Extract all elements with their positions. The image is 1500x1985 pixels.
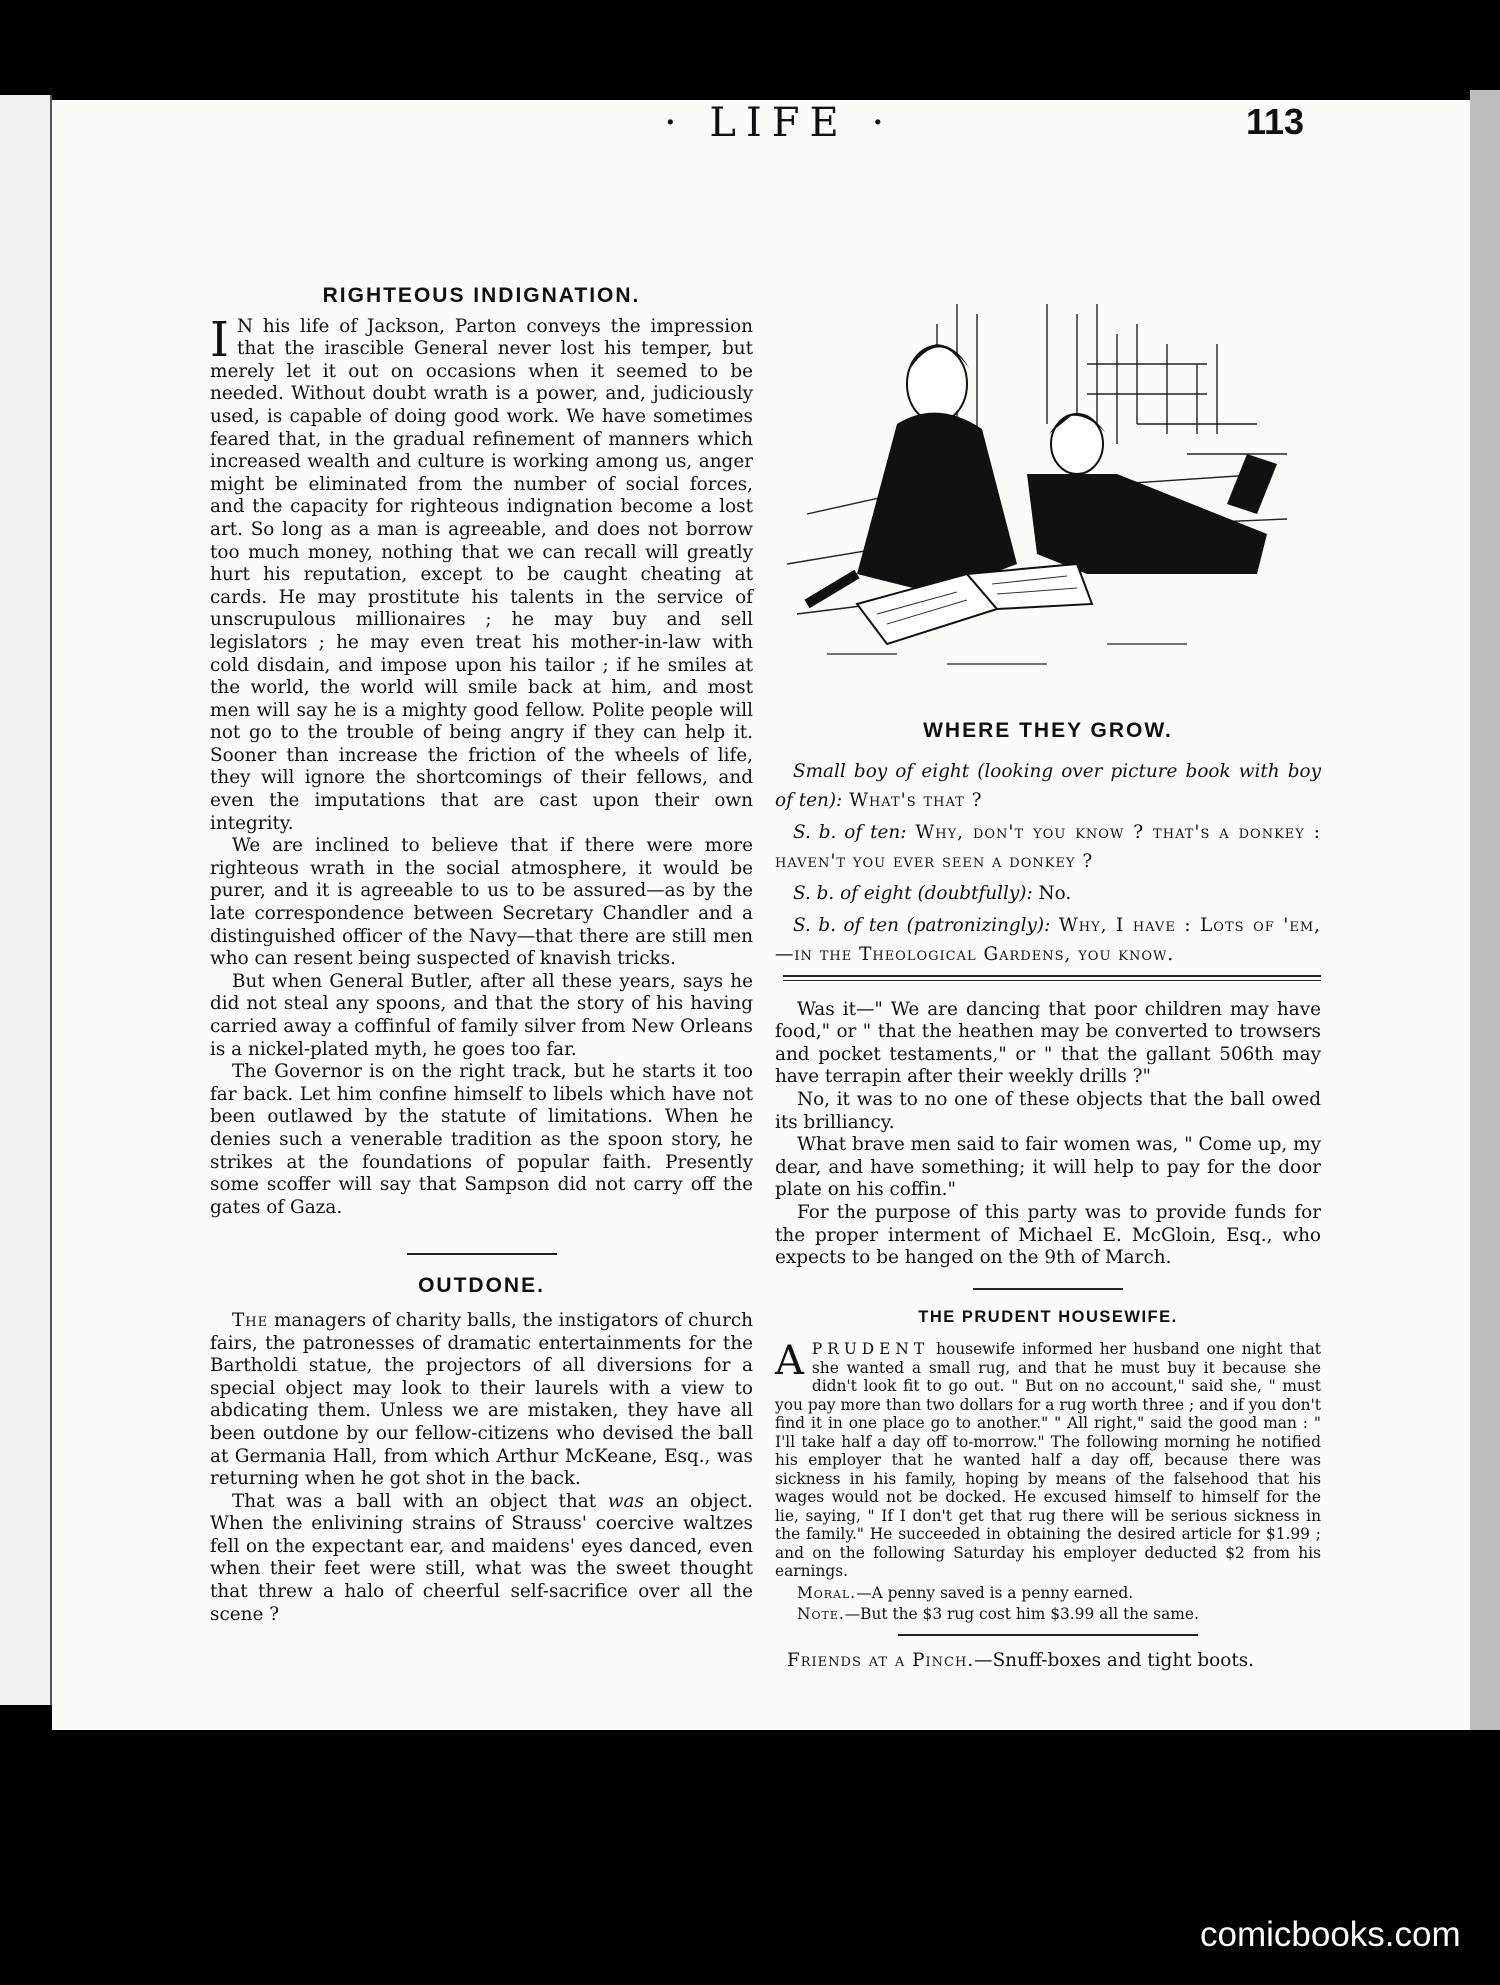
outdone-lead: The <box>232 1309 269 1331</box>
righteous-title: RIGHTEOUS INDIGNATION. <box>322 284 641 307</box>
outdone-p2b: an object. When the enlivining strains of Strauss' coercive waltzes fell on the expectant ear, and maidens' eyes danced, even when their feet were still, what was the sweet thought that threw a halo of cheerful self-sacrifice over all the scene ? <box>210 1490 754 1625</box>
left-column <box>210 285 753 1626</box>
dialog-block <box>775 757 1321 969</box>
drop-cap-a: A <box>775 1338 804 1385</box>
friends-line <box>775 1650 1321 1673</box>
prudent-p1-text: housewife informed her husband one night that she wanted a small rug, and that he must buy it because she didn't look fit to go out. " But on no account," said she, " must you pay more than two dollars for a rug worth three ; and if you don't find it in one place go to another." " All right," said the good man : " I'll take half a day off to-morrow." The following morning he notified his employer that he wanted half a day off, because there was sickness in his family, hoping by means of the falsehood that his wages would not be docked. He excused himself to himself for the lie, saying, " If I don't get that rug there will be serious sickness in the family." He succeeded in obtaining the desired article for $1.99 ; and on the following Saturday his employer deducted $2 from his earnings. <box>775 1340 1321 1581</box>
note-label: Note. <box>797 1605 845 1624</box>
girl-figure <box>807 344 1017 604</box>
dialog-l1-speaker: Small boy of eight (looking over picture book with boy of ten): <box>775 760 1321 811</box>
children-reading-illustration <box>787 304 1297 692</box>
boy-figure <box>1027 413 1277 574</box>
dialog-l2-text: Why, don't you know ? that's a donkey : haven't you ever seen a donkey ? <box>775 821 1322 872</box>
section-divider-3 <box>898 1634 1198 1636</box>
dialog-l2-speaker: S. b. of ten: <box>793 821 907 843</box>
ball-paragraph-4: For the purpose of this party was to provide funds for the proper interment of Michael E. McGloin, Esq., who expects to be hanged on the 9th of March. <box>775 1201 1321 1269</box>
outdone-p1-text: managers of charity balls, the instigators of church fairs, the patronesses of dramatic entertainments for the Bartholdi statue, the projectors of all diversions for a special object may look to their laurels with a view to abdicating them. Unless we are mistaken, they have all been outdone by our fellow-citizens who devised the ball at Germania Hall, from which Arthur McKeane, Esq., was returning when he got shot in the back. <box>210 1309 753 1490</box>
friends-label: Friends at a Pinch. <box>787 1649 975 1671</box>
dialog-line-2 <box>775 818 1321 876</box>
dialog-l3-text: No. <box>1032 882 1072 904</box>
dialog-l4-speaker: S. b. of ten (patronizingly): <box>793 914 1051 936</box>
masthead-title: · LIFE · <box>664 100 895 146</box>
prudent-body <box>775 1340 1321 1624</box>
dialog-l3-speaker: S. b. of eight (doubtfully): <box>793 882 1033 904</box>
facing-page-edge <box>0 95 52 1705</box>
outdone-paragraph-1 <box>210 1310 753 1491</box>
dialog-l4-text: Why, I have : Lots of 'em,—in the Theological Gardens, you know. <box>775 914 1321 965</box>
righteous-paragraph-1 <box>210 311 753 836</box>
moral-line <box>775 1584 1321 1603</box>
note-text: —But the $3 rug cost him $3.99 all the same. <box>844 1605 1199 1624</box>
ball-paragraph-2: No, it was to no one of these objects that the ball owed its brilliancy. <box>775 1088 1321 1133</box>
ball-continuation <box>775 999 1321 1270</box>
section-divider-2 <box>973 1288 1123 1290</box>
moral-text: —A penny saved is a penny earned. <box>856 1583 1134 1602</box>
friends-text: —Snuff-boxes and tight boots. <box>974 1649 1255 1671</box>
righteous-paragraph-4: The Governor is on the right track, but he starts it too far back. Let him confine himself to libels which have not been outlawed by the statute of limitations. When he denies such a venerable tradition as the spoon story, he strikes at the foundations of popular faith. Presently some scoffer will say that Sampson did not carry off the gates of Gaza. <box>210 1061 753 1218</box>
ball-paragraph-1: Was it—" We are dancing that poor children may have food," or " that the heathen may be converted to trowsers and pocket testaments," or " that the gallant 506th may have terrapin after their weekly drills ?" <box>775 998 1321 1088</box>
outdone-paragraph-2 <box>210 1491 753 1627</box>
where-title: WHERE THEY GROW. <box>923 719 1173 742</box>
dialog-line-4 <box>775 911 1321 969</box>
dialog-line-1 <box>775 757 1321 815</box>
drop-cap-i: I <box>210 311 229 368</box>
righteous-p1-text: N his life of Jackson, Parton conveys the impression that the irascible General never lost his temper, but merely let it out on occasions when it seemed to be needed. Without doubt wrath is a power, and, judiciously used, is capable of doing good work. We have sometimes feared that, in the gradual refinement of manners which increased wealth and culture is working among us, anger might be eliminated from the number of social forces, and the capacity for righteous indignation become a lost art. So long as a man is agreeable, and does not borrow too much money, nothing that we can recall will greatly hurt his reputation, except to be caught cheating at cards. He may prostitute his talents in the service of unscrupulous millionaires ; he may buy and sell legislators ; he may even treat his mother-in-law with cold disdain, and impose upon his tailor ; if he smiles at the world, the world will smile back at him, and most men will say he is a mighty good fellow. Polite people will not go to the trouble of being angry if they can help it. Sooner than increase the friction of the wheels of life, they will ignore the shortcomings of their fellows, and even the imputations that are cast upon their own integrity. <box>210 315 753 834</box>
section-divider <box>407 1253 557 1255</box>
outdone-p2-em: was <box>607 1490 644 1512</box>
double-rule <box>783 975 1321 981</box>
moral-label: Moral. <box>797 1583 857 1602</box>
outdone-title: OUTDONE. <box>418 1274 545 1298</box>
floor-lines <box>827 644 1187 664</box>
page-number: 113 <box>1246 101 1305 142</box>
outdone-p2a: That was a ball with an object that <box>232 1490 608 1512</box>
page-stack-edge <box>1470 90 1500 1730</box>
note-line <box>775 1605 1321 1624</box>
dialog-line-3 <box>775 879 1321 908</box>
ball-paragraph-3: What brave men said to fair women was, " Come up, my dear, and have something; it will help to pay for the door plate on his coffin." <box>775 1134 1321 1201</box>
dialog-l1-text: What's that ? <box>842 789 983 811</box>
righteous-paragraph-2: We are inclined to believe that if there were more righteous wrath in the social atmosphere, it would be purer, and it is agreeable to us to be assured—as by the late correspondence between Secretary Chandler and a distinguished officer of the Navy—that there are still men who can resent being suspected of knavish tricks. <box>210 835 753 970</box>
source-watermark: comicbooks.com <box>1200 1915 1461 1954</box>
righteous-paragraph-3: But when General Butler, after all these years, says he did not steal any spoons, and that the story of his having carried away a coffinful of family silver from New Orleans is a nickel-plated myth, he goes too far. <box>210 970 753 1060</box>
prudent-title: THE PRUDENT HOUSEWIFE. <box>918 1307 1178 1326</box>
prudent-lead: PRUDENT <box>811 1340 930 1359</box>
prudent-paragraph-1 <box>775 1340 1321 1581</box>
where-they-grow-section <box>775 720 1321 1672</box>
